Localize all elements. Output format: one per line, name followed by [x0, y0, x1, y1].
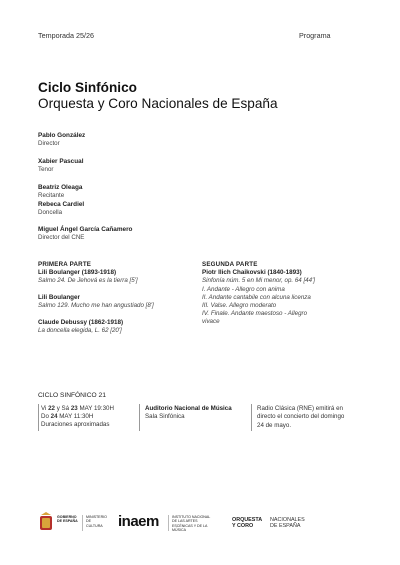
- logo-divider: [168, 515, 169, 531]
- artist-name: Miguel Ángel García Cañamero: [38, 226, 133, 233]
- season-label: Temporada 25/26: [38, 31, 94, 40]
- divider: [139, 404, 140, 431]
- movement-title: III. Valse. Allegro moderato: [202, 302, 277, 310]
- ocne-logo-bold: ORQUESTA Y CORO: [232, 517, 263, 530]
- artist-block: [38, 158, 83, 175]
- venue-info: [145, 405, 232, 421]
- composer-name: Lili Boulanger (1893-1918): [38, 269, 117, 277]
- artist-block: [38, 226, 132, 243]
- work-title: Salmo 24. De Jehová es la tierra [5']: [38, 277, 138, 285]
- artist-role: Doncella: [38, 209, 63, 217]
- artist-name: Xabier Pascual: [38, 158, 84, 165]
- artist-block: [38, 184, 84, 217]
- ensemble-title: Orquesta y Coro Nacionales de España: [38, 96, 278, 111]
- artist-block: [38, 132, 85, 149]
- venue-name: Auditorio Nacional de Música: [145, 405, 232, 412]
- part-heading: PRIMERA PARTE: [38, 261, 92, 268]
- program-part-two: [202, 261, 315, 327]
- government-logo: [38, 512, 54, 537]
- radio-broadcast-note: Radio Clásica (RNE) emitirá en directo el concierto del domingo 24 de mayo.: [257, 405, 345, 429]
- program-part-one: [38, 261, 154, 335]
- coat-of-arms-icon: [38, 512, 54, 532]
- logo-divider: [82, 515, 83, 531]
- ocne-logo-light: NACIONALES DE ESPAÑA: [270, 517, 305, 530]
- composer-name: Lili Boulanger: [38, 293, 80, 301]
- divider: [251, 404, 252, 431]
- gov-text: GOBIERNO DE ESPAÑA: [57, 515, 78, 524]
- composer-name: Piotr Ilich Chaikovski (1840-1893): [202, 269, 302, 277]
- venue-hall: Sala Sinfónica: [145, 413, 185, 421]
- performance-dates: Vi 22 y Sá 23 MAY 19:30H Do 24 MAY 11:30H Duraciones aproximadas: [41, 405, 114, 429]
- cycle-label: CICLO SINFÓNICO 21: [38, 392, 107, 399]
- inaem-subtitle: INSTITUTO NACIONAL DE LAS ARTES ESCÉNICAS Y DE LA MÚSICA: [172, 515, 211, 533]
- artist-role: Director: [38, 140, 60, 148]
- ministry-text: MINISTERIO DE CULTURA: [86, 515, 107, 528]
- inaem-logo: inaem: [118, 513, 159, 530]
- work-title: La doncella elegida, L. 62 [20']: [38, 326, 122, 334]
- document-type-label: Programa: [299, 31, 331, 40]
- cycle-title: Ciclo Sinfónico: [38, 80, 137, 95]
- part-heading: SEGUNDA PARTE: [202, 261, 258, 268]
- artist-name: Beatriz Oleaga: [38, 184, 83, 191]
- movement-title: II. Andante cantabile con alcuna licenza: [202, 293, 311, 301]
- artist-name: Rebeca Cardiel: [38, 200, 85, 208]
- artist-role: Tenor: [38, 166, 54, 174]
- movement-title: I. Andante - Allegro con anima: [202, 285, 285, 293]
- cycle-number: 21: [98, 392, 107, 399]
- movement-title: IV. Finale. Andante maestoso - Allegro: [202, 310, 308, 318]
- work-title: Sinfonía núm. 5 en Mi menor, op. 64 [44']: [202, 277, 315, 285]
- divider: [38, 404, 39, 431]
- artist-name: Pablo González: [38, 132, 86, 139]
- movement-title: vivace: [202, 318, 220, 326]
- artist-role: Recitante: [38, 192, 65, 200]
- artist-role: Director del CNE: [38, 234, 85, 242]
- composer-name: Claude Debussy (1862-1918): [38, 318, 124, 326]
- work-title: Salmo 129. Mucho me han angustiado [8']: [38, 302, 154, 310]
